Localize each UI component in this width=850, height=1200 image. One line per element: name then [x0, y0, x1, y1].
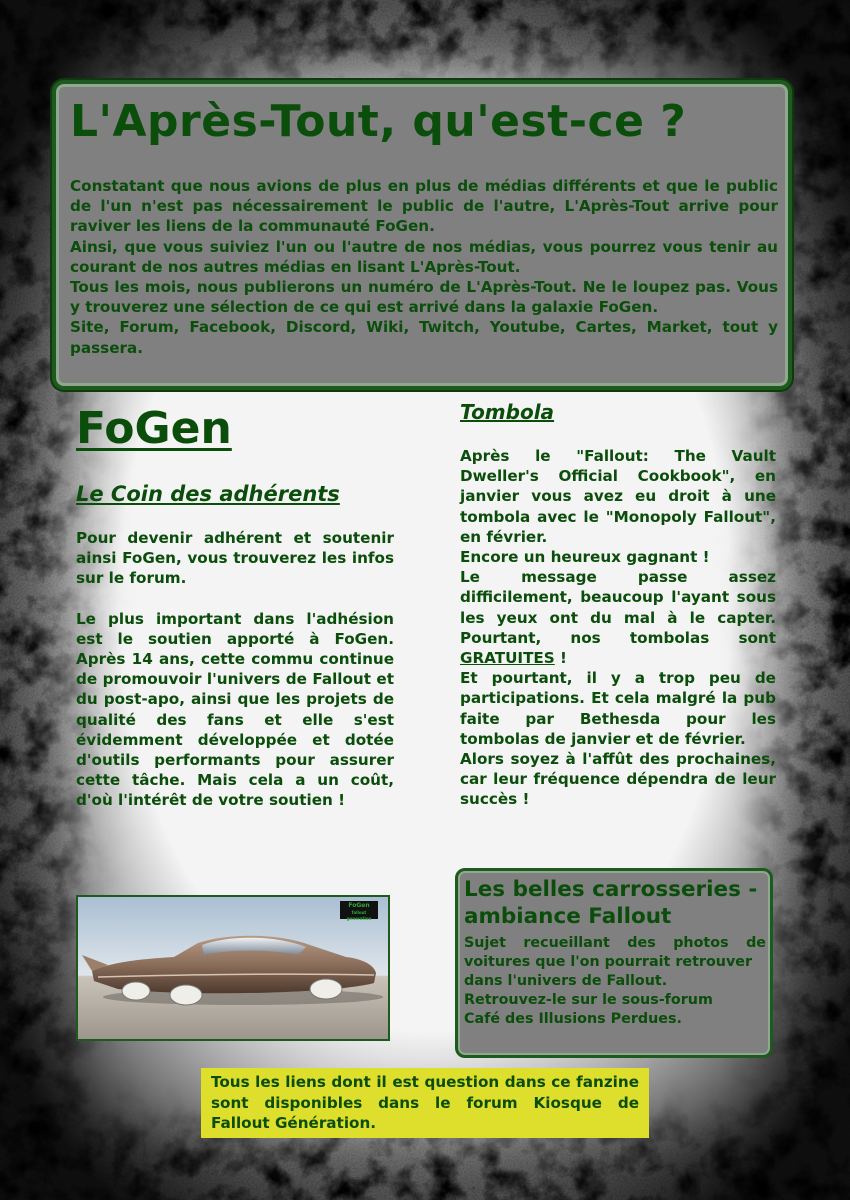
tombola-text-fragment: Le message passe assez difficilement, beaucoup l'ayant sous les yeux ont du mal à le capter. Pourtant, nos tombolas sont [460, 568, 776, 647]
intro-body [70, 176, 778, 358]
adherents-heading: Le Coin des adhérents [76, 482, 340, 506]
links-panel [201, 1068, 649, 1138]
tombola-paragraph: Encore un heureux gagnant ! [460, 548, 710, 567]
car-image [76, 895, 390, 1041]
cars-line: dans l'univers de Fallout. [464, 973, 668, 989]
intro-title: L'Après-Tout, qu'est-ce ? [70, 96, 687, 147]
cars-title: Les belles carrosseries - ambiance Fallout [464, 877, 758, 929]
intro-paragraph: Constatant que nous avions de plus en plus de médias différents et que le public de l'un n'est pas nécessairement le public de l'autre, L'Après-Tout arrive pour raviver les liens de la communauté FoGen. [70, 177, 778, 236]
cars-body [464, 934, 766, 1029]
cars-line: Sujet recueillant des photos de voitures que l'on pourrait retrouver [464, 935, 766, 970]
tombola-text-fragment: ! [554, 649, 567, 668]
links-text: Tous les liens dont il est question dans ce fanzine sont disponibles dans le forum Kiosque de Fallout Génération. [211, 1073, 639, 1132]
cars-line: Café des Illusions Perdues. [464, 1011, 682, 1027]
fogen-logo [340, 901, 378, 919]
intro-paragraph: Site, Forum, Facebook, Discord, Wiki, Twitch, Youtube, Cartes, Market, tout y passera. [70, 318, 778, 357]
logo-title: FoGen [348, 902, 370, 909]
adherents-paragraph: Pour devenir adhérent et soutenir ainsi FoGen, vous trouverez les infos sur le forum. [76, 529, 394, 588]
tombola-paragraph: Et pourtant, il y a trop peu de participations. Et cela malgré la pub faite par Bethesda pour les tombolas de janvier et de février. [460, 669, 776, 748]
intro-paragraph: Ainsi, que vous suiviez l'un ou l'autre de nos médias, vous pourrez vous tenir au courant de nos autres médias en lisant L'Après-Tout. [70, 237, 778, 276]
fogen-heading: FoGen [76, 403, 232, 454]
tombola-column [460, 398, 776, 810]
tombola-heading: Tombola [460, 400, 555, 424]
tombola-paragraph: Après le "Fallout: The Vault Dweller's Official Cookbook", en janvier vous avez eu droit à une tombola avec le "Monopoly Fallout", en février. [460, 447, 776, 546]
tombola-paragraph [460, 567, 776, 668]
fogen-column [76, 400, 394, 811]
cars-line: Retrouvez-le sur le sous-forum [464, 992, 713, 1008]
adherents-paragraph: Le plus important dans l'adhésion est le soutien apporté à FoGen. Après 14 ans, cette commu continue de promouvoir l'univers de Fallout et du post-apo, ainsi que les projets de qualité des fans et elle s'est évidemment développée et dotée d'outils performants pour assurer cette tâche. Mais cela a un coût, d'où l'intérêt de votre soutien ! [76, 609, 394, 810]
logo-subtitle: fallout generation [346, 910, 372, 921]
tombola-text [460, 446, 776, 810]
tombola-paragraph: Alors soyez à l'affût des prochaines, car leur fréquence dépendra de leur succès ! [460, 750, 776, 809]
gratuites-emphasis: GRATUITES [460, 649, 555, 668]
intro-paragraph: Tous les mois, nous publierons un numéro de L'Après-Tout. Ne le loupez pas. Vous y trouverez une sélection de ce qui est arrivé dans la galaxie FoGen. [70, 278, 778, 317]
